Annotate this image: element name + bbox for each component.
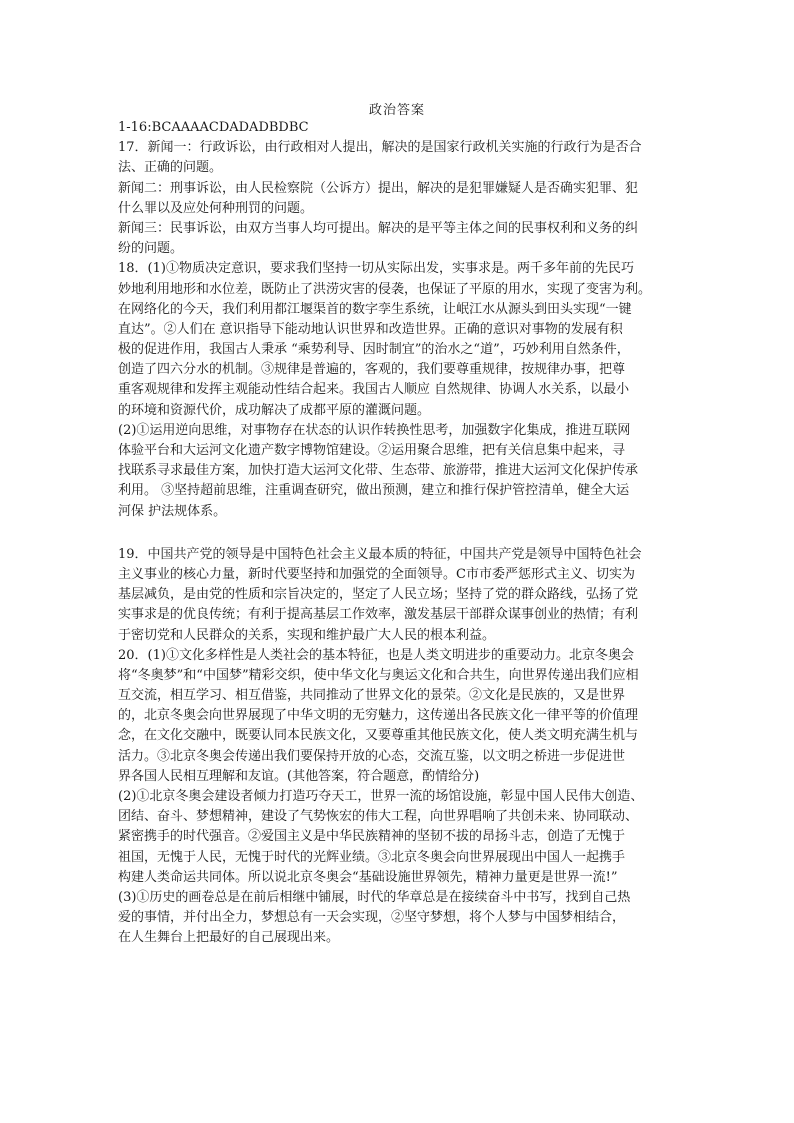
answer-line: 在网络化的今天，我们利用都江堰渠首的数字孪生系统，让岷江水从源头到田头实现“一键 — [118, 301, 632, 317]
answer-line: 极的促进作用，我国古人秉承 “乘势利导、因时制宜”的治水之“道”，巧妙利用自然条件， — [118, 342, 630, 358]
answer-line: 妙地利用地形和水位差，既防止了洪涝灾害的侵袭，也保证了平原的用水，实现了变害为利。 — [118, 281, 652, 297]
answer-line: 新闻二：刑事诉讼，由人民检察院（公诉方）提出，解决的是犯罪嫌疑人是否确实犯罪、犯 — [118, 180, 639, 196]
answer-line: 20．(1)①文化多样性是人类社会的基本特征，也是人类文明进步的重要动力。北京冬奥会 — [118, 647, 634, 663]
answer-line: 利用。 ③坚持超前思维，注重调查研究，做出预测，建立和推行保护管控清单，健全大运 — [118, 483, 630, 499]
answer-line: 祖国，无愧于人民，无愧于时代的光辉业绩。③北京冬奥会向世界展现出中国人一起携手 — [118, 849, 626, 865]
answer-line: 直达”。②人们在 意识指导下能动地认识世界和改造世界。正确的意识对事物的发展有积 — [118, 321, 623, 337]
answer-line: (3)①历史的画卷总是在前后相继中铺展，时代的华章总是在接续奋斗中书写，找到自己热 — [118, 889, 631, 905]
answer-line: 创造了四六分水的机制。③规律是普遍的，客观的，我们要尊重规律，按规律办事，把尊 — [118, 362, 626, 378]
answer-line: 在人生舞台上把最好的自己展现出来。 — [118, 930, 340, 946]
answer-line: 找联系寻求最佳方案，加快打造大运河文化带、生态带、旅游带，推进大运河文化保护传承 — [118, 463, 639, 479]
answer-line: 18．(1)①物质决定意识，要求我们坚持一切从实际出发，实事求是。两千多年前的先民巧 — [118, 261, 634, 277]
answer-line: 什么罪以及应处何种刑罚的问题。 — [118, 200, 314, 216]
answer-line: 构建人类命运共同体。所以说北京冬奥会“基础设施世界领先，精神力量更是世界一流!” — [118, 869, 618, 885]
answer-line: 活力。③北京冬奥会传递出我们要保持开放的心态，交流互鉴，以文明之桥进一步促进世 — [118, 748, 626, 764]
answer-line: 于密切党和人民群众的关系，实现和维护最广大人民的根本利益。 — [118, 627, 496, 643]
answer-line: 界各国人民相互理解和友谊。(其他答案，符合题意，酌情给分) — [118, 768, 480, 784]
answer-line: (2)①北京冬奥会建设者倾力打造巧夺天工，世界一流的场馆设施，彰显中国人民伟大创造、 — [118, 789, 644, 804]
answer-line: 新闻三：民事诉讼，由双方当事人均可提出。解决的是平等主体之间的民事权利和义务的纠 — [118, 220, 639, 236]
answer-line: 的环境和资源代价，成功解决了成都平原的灌溉问题。 — [118, 402, 431, 418]
answer-line: 河保 护法规体系。 — [118, 503, 227, 519]
answer-line: 的，北京冬奥会向世界展现了中华文明的无穷魅力，这传递出各民族文化一律平等的价值理 — [118, 708, 639, 724]
document-title: 政治答案 — [368, 103, 425, 118]
answer-line: 主义事业的核心力量，新时代要坚持和加强党的全面领导。C市市委严惩形式主义、切实为 — [118, 566, 635, 582]
blank-line — [118, 522, 683, 545]
answer-line: 纷的问题。 — [118, 241, 184, 257]
answer-line: 爱的事情，并付出全力，梦想总有一天会实现，②坚守梦想，将个人梦与中国梦相结合， — [118, 910, 626, 926]
answer-line: 互交流，相互学习、相互借鉴，共同推动了世界文化的景荣。②文化是民族的，又是世界 — [118, 688, 626, 704]
answer-line: 基层减负，是由党的性质和宗旨决定的，坚定了人民立场；坚持了党的群众路线，弘扬了党 — [118, 587, 639, 603]
answer-line: 法、正确的问题。 — [118, 160, 223, 176]
answer-line: 体验平台和大运河文化遗产数字博物馆建设。②运用聚合思维，把有关信息集中起来，寻 — [118, 443, 626, 458]
answer-line: 紧密携手的时代强音。②爱国主义是中华民族精神的坚韧不拔的昂扬斗志，创造了无愧于 — [118, 829, 626, 845]
answer-line: 团结、奋斗、梦想精神，建设了气势恢宏的伟大工程，向世界唱响了共创未来、协同联动、 — [118, 809, 639, 825]
answer-line: 19．中国共产党的领导是中国特色社会主义最本质的特征，中国共产党是领导中国特色社会 — [118, 546, 642, 562]
answer-line: 重客观规律和发挥主观能动性结合起来。我国古人顺应 自然规律、协调人水关系，以最小 — [118, 382, 630, 398]
answer-line: 念，在文化交融中，既要认同本民族文化，又要尊重其他民族文化，使人类文明充满生机与 — [118, 728, 639, 744]
answer-line: 17．新闻一：行政诉讼，由行政相对人提出，解决的是国家行政机关实施的行政行为是否合 — [118, 140, 642, 156]
answer-line: 实事求是的优良传统；有利于提高基层工作效率，激发基层干部群众谋事创业的热情；有利 — [118, 607, 639, 623]
answer-line: (2)①运用逆向思维，对事物存在状态的认识作转换性思考，加强数字化集成，推进互联网 — [118, 422, 631, 438]
answer-line: 将“冬奥梦”和“中国梦”精彩交织，使中华文化与奥运文化和合共生，向世界传递出我们应相 — [118, 667, 639, 683]
answer-body — [118, 118, 683, 949]
answer-line-multiple-choice: 1-16:BCAAAACDADADBDBC — [118, 120, 309, 135]
